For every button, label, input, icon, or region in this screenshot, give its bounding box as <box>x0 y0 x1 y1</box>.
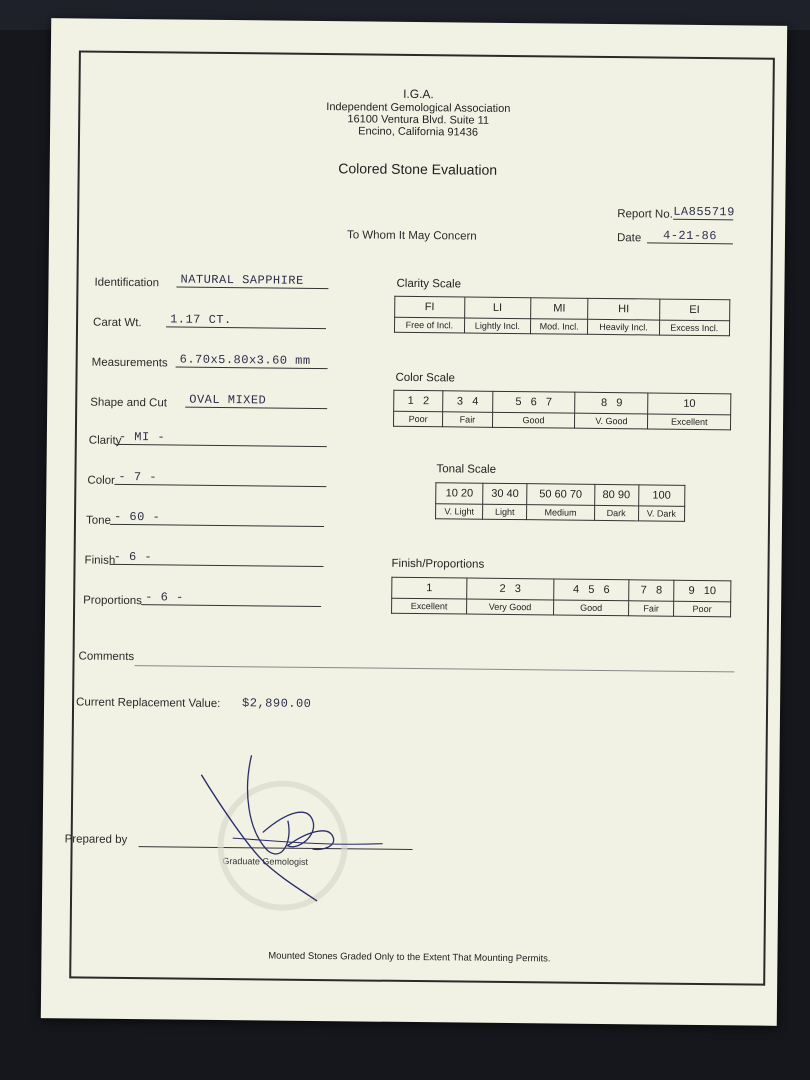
clarity-scale-table <box>394 296 730 337</box>
scale-description: V. Good <box>575 413 648 429</box>
scale-grade: 2 3 <box>467 578 554 600</box>
scale-grade: LI <box>464 297 530 319</box>
scale-description: Excellent <box>648 414 731 430</box>
scale-description: Good <box>553 600 628 616</box>
scale-grade: 5 6 7 <box>492 391 575 413</box>
scale-description: Lightly Incl. <box>464 318 530 334</box>
field-label: Proportions <box>83 594 143 608</box>
scale-description: Good <box>492 412 575 428</box>
document-title: Colored Stone Evaluation <box>338 160 498 178</box>
field-value: - MI - <box>115 430 327 447</box>
scale-grade: 30 40 <box>483 483 527 504</box>
field-label: Shape and Cut <box>90 396 168 410</box>
scale-grade: 10 20 <box>436 483 483 504</box>
report-no-value: LA855719 <box>673 204 735 220</box>
scale-grade: 7 8 <box>629 580 674 601</box>
field-label: Identification <box>94 276 160 290</box>
scale-grade: 80 90 <box>594 484 638 505</box>
scale-description: Poor <box>394 411 443 427</box>
scale-description: Light <box>483 504 527 519</box>
org-name: Independent Gemological Association <box>326 101 511 115</box>
replacement-value-label: Current Replacement Value: <box>76 696 221 710</box>
scale-description: Mod. Incl. <box>530 319 588 335</box>
gemologist-label: Graduate Gemologist <box>222 856 309 867</box>
field-value: OVAL MIXED <box>185 393 327 409</box>
org-address-line2: Encino, California 91436 <box>358 125 479 139</box>
scale-grade: 4 5 6 <box>554 579 630 601</box>
scale-description: Excess Incl. <box>659 320 730 336</box>
org-address-line1: 16100 Ventura Blvd. Suite 11 <box>347 113 490 127</box>
scale-grade: 100 <box>638 485 685 506</box>
scale-grade: 8 9 <box>575 392 648 414</box>
finish-scale-table <box>391 577 731 618</box>
field-value: - 60 - <box>110 510 324 527</box>
org-abbreviation: I.G.A. <box>403 86 434 102</box>
to-whom-line: To Whom It May Concern <box>346 229 477 243</box>
field-label: Finish <box>84 554 116 567</box>
replacement-value: $2,890.00 <box>242 696 312 711</box>
scale-grade: 1 2 <box>394 390 443 412</box>
field-label: Clarity <box>88 434 122 447</box>
scale-description: V. Dark <box>638 506 685 521</box>
clarity-scale-title: Clarity Scale <box>396 277 462 291</box>
scale-grade: 9 10 <box>674 580 731 602</box>
tonal-scale-title: Tonal Scale <box>436 463 497 476</box>
field-label: Measurements <box>91 356 168 370</box>
scale-grade: 10 <box>648 393 731 415</box>
scale-description: Fair <box>443 412 492 428</box>
field-value: - 6 - <box>110 550 324 567</box>
scale-description: Free of Incl. <box>394 317 464 333</box>
field-label: Tone <box>85 514 111 527</box>
scale-grade: 50 60 70 <box>527 484 595 506</box>
handwritten-signature <box>192 750 394 922</box>
field-value: - 6 - <box>141 590 321 607</box>
report-no-label: Report No. <box>617 208 673 221</box>
scale-grade: 3 4 <box>443 391 492 413</box>
footer-note: Mounted Stones Graded Only to the Extent That Mounting Permits. <box>268 950 551 965</box>
field-label: Carat Wt. <box>93 316 142 330</box>
color-scale-table <box>393 390 731 431</box>
scale-grade: 1 <box>392 577 467 599</box>
certificate-paper <box>41 18 787 1026</box>
scale-description: Poor <box>674 601 731 617</box>
scale-description: Fair <box>629 601 674 616</box>
scale-grade: EI <box>659 299 730 321</box>
scale-description: Very Good <box>467 599 554 615</box>
color-scale-title: Color Scale <box>395 371 456 385</box>
scale-description: V. Light <box>436 504 483 519</box>
field-value: - 7 - <box>114 470 326 487</box>
scale-grade: FI <box>395 296 465 318</box>
scale-description: Heavily Incl. <box>588 319 659 335</box>
scale-description: Medium <box>527 505 595 521</box>
date-label: Date <box>616 232 642 245</box>
field-value: 1.17 CT. <box>166 312 326 329</box>
date-value: 4-21-86 <box>647 228 733 244</box>
tonal-scale-table <box>435 482 685 522</box>
scale-grade: HI <box>588 298 659 320</box>
scale-description: Dark <box>594 505 638 520</box>
finish-scale-title: Finish/Proportions <box>391 557 485 571</box>
field-value: NATURAL SAPPHIRE <box>176 273 328 290</box>
prepared-by-label: Prepared by <box>64 833 128 847</box>
comments-label: Comments <box>78 650 135 664</box>
field-label: Color <box>87 474 115 487</box>
scale-grade: MI <box>531 298 589 320</box>
scale-description: Excellent <box>392 598 467 614</box>
field-value: 6.70x5.80x3.60 mm <box>176 352 328 369</box>
